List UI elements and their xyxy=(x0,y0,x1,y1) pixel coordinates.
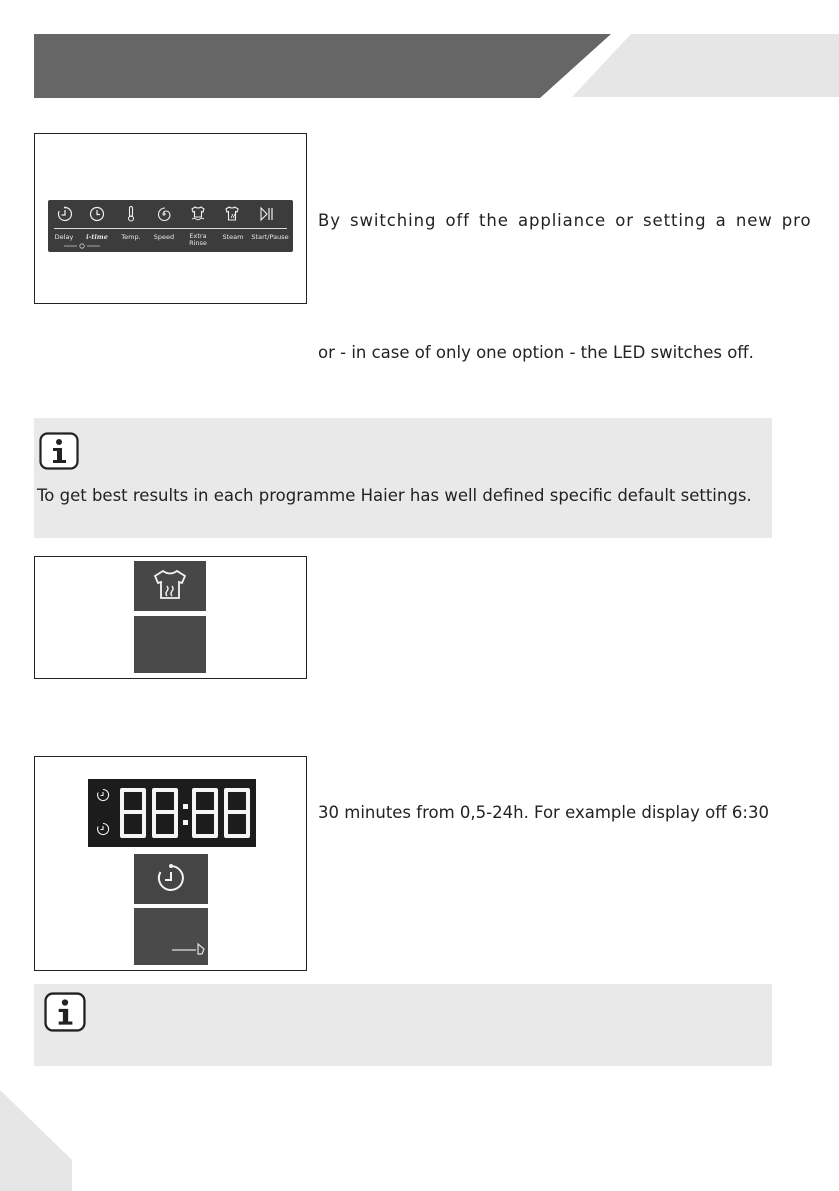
body-text-line-3: 30 minutes from 0,5-24h. For example display off 6:30 xyxy=(318,803,769,822)
delay-clock-icon xyxy=(96,822,110,836)
speed-button-label: Speed xyxy=(153,233,175,241)
body-text-line-1: By switching off the appliance or setting a new pro xyxy=(318,211,812,230)
info-box-1 xyxy=(34,418,772,538)
steam-button-indicator-line xyxy=(134,612,206,614)
play-pause-icon xyxy=(257,205,275,223)
start-pause-button-label: Start/Pause xyxy=(251,233,289,241)
hand-pointer-icon xyxy=(170,940,208,960)
info-text-1: To get best results in each programme Haier has well defined specific default settings. xyxy=(37,486,752,505)
steam-button-bottom xyxy=(134,616,206,673)
page-header xyxy=(0,0,839,110)
info-icon xyxy=(39,432,79,470)
delay-clock-icon xyxy=(56,205,74,223)
delay-indicator xyxy=(64,243,100,249)
header-bar-shape xyxy=(34,34,611,98)
extra-rinse-button-label: Extra Rinse xyxy=(189,232,207,247)
spiral-icon xyxy=(155,205,173,223)
thermometer-icon xyxy=(122,205,140,223)
steam-button-label: Steam xyxy=(222,233,244,241)
clock-icon xyxy=(88,205,106,223)
header-tab-shape xyxy=(572,34,839,97)
info-box-2 xyxy=(34,984,772,1066)
corner-tab xyxy=(0,1090,80,1191)
delay-clock-icon xyxy=(96,788,110,802)
temp-button-label: Temp. xyxy=(121,233,141,241)
shirt-rinse-icon xyxy=(189,205,207,223)
control-panel-strip xyxy=(48,200,293,252)
info-icon xyxy=(42,992,88,1032)
delay-button-label: Delay xyxy=(54,233,74,241)
shirt-steam-icon xyxy=(223,205,241,223)
itime-button-label: i-time xyxy=(86,233,108,241)
shirt-steam-icon xyxy=(150,567,190,605)
control-panel-divider xyxy=(54,228,287,229)
delay-button-indicator-line xyxy=(142,905,206,907)
body-text-line-2: or - in case of only one option - the LED switches off. xyxy=(318,343,754,362)
seven-segment-digits xyxy=(118,786,252,842)
delay-clock-icon xyxy=(154,861,188,895)
